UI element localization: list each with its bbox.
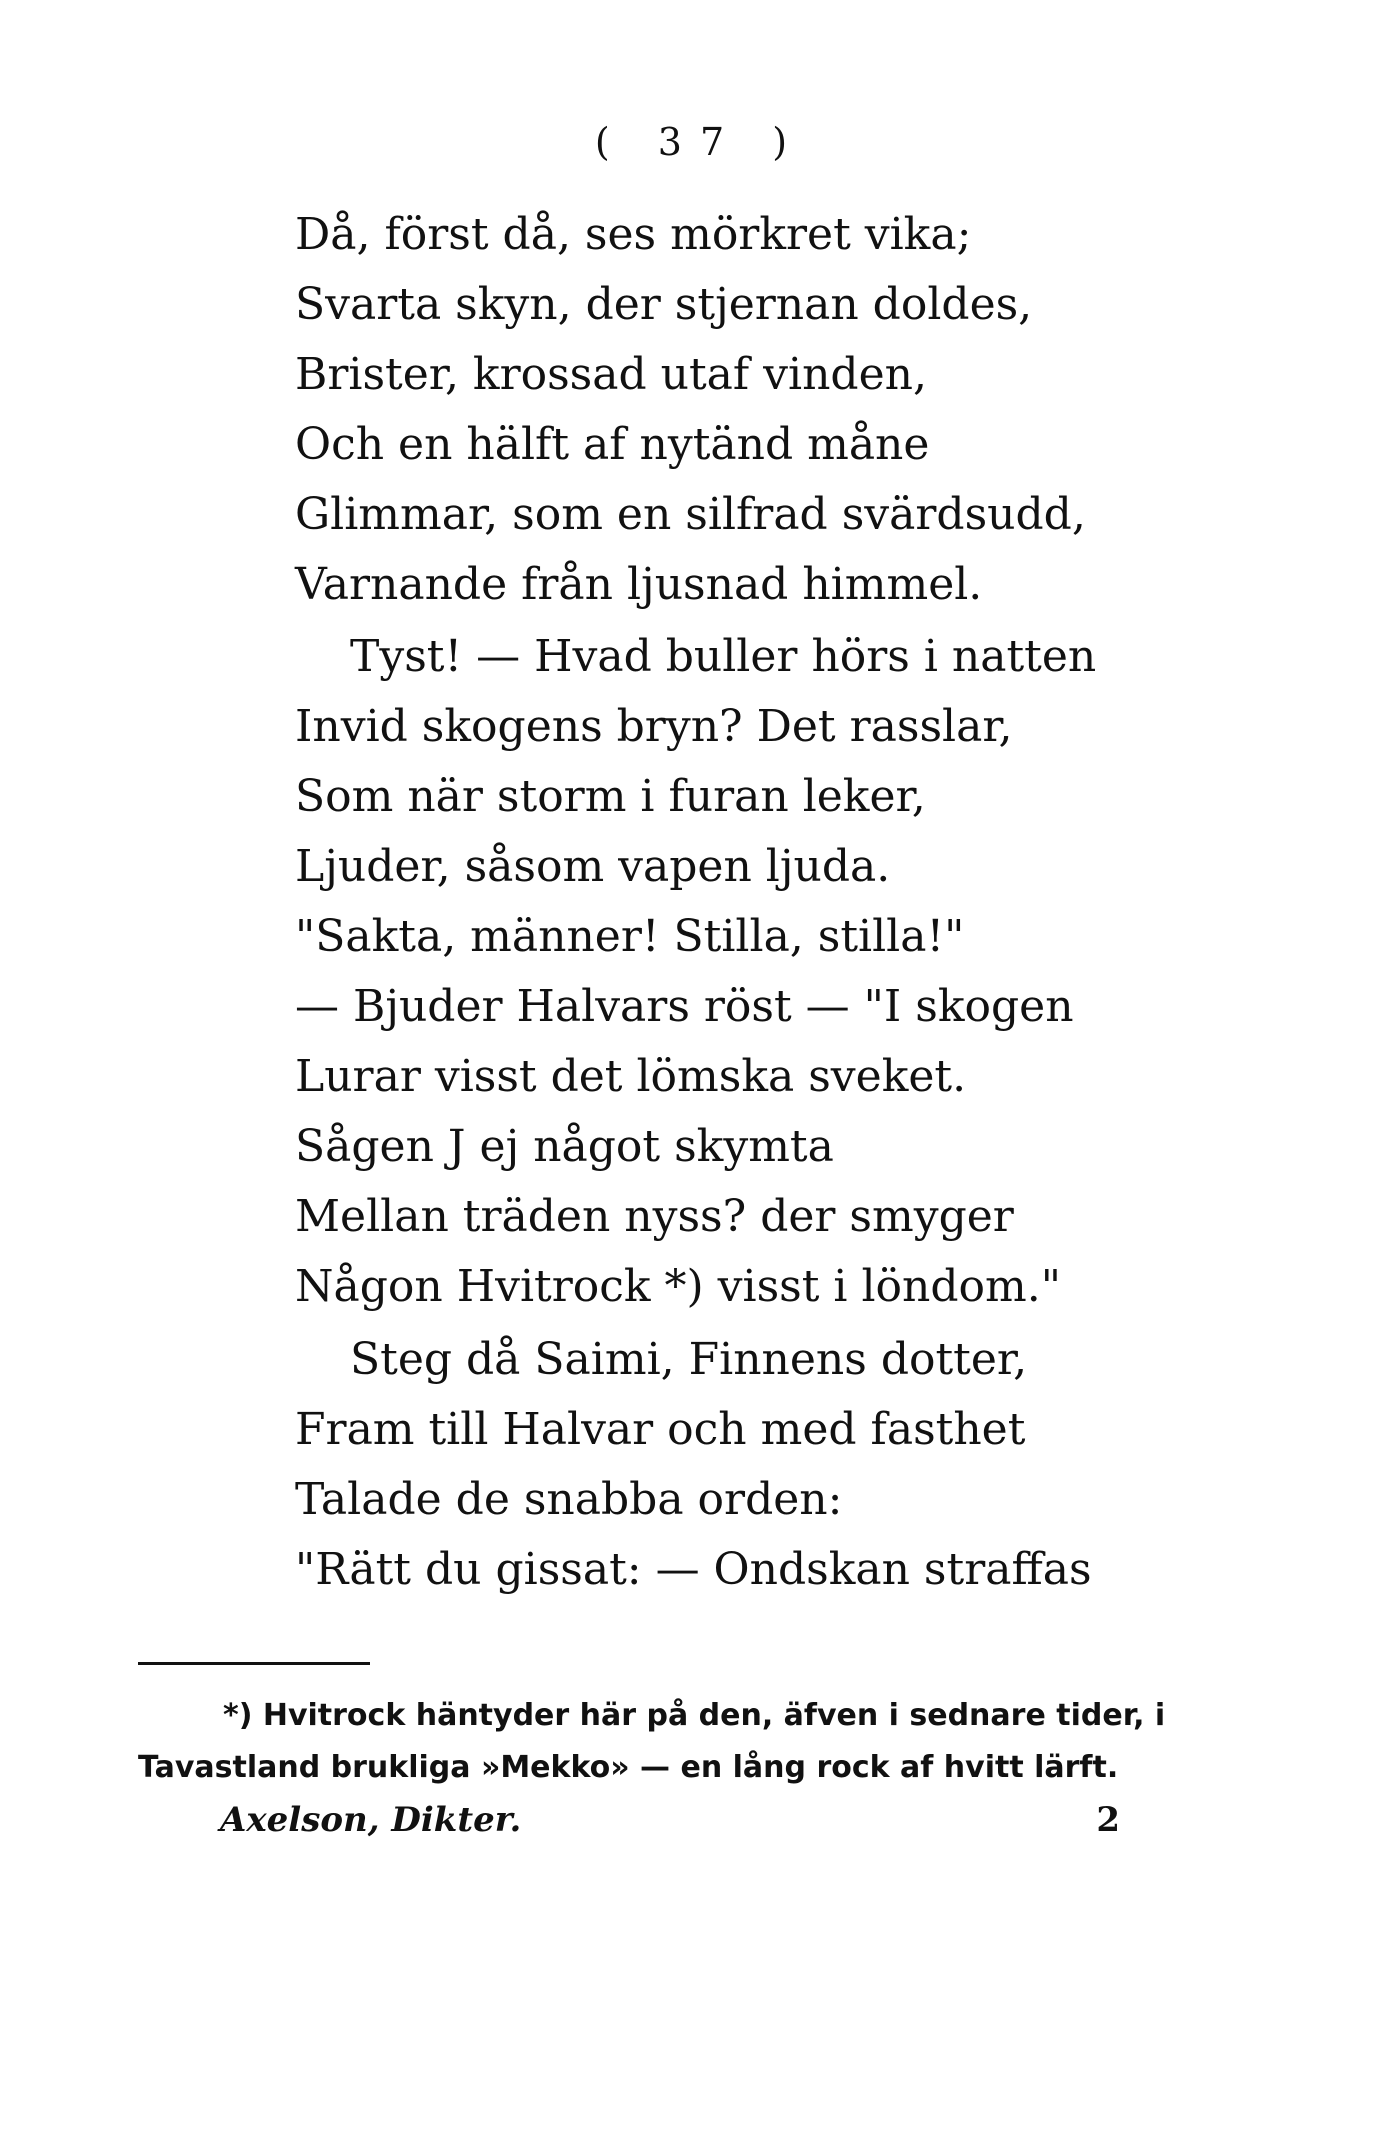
verse-line: "Sakta, männer! Stilla, stilla!" <box>295 911 965 962</box>
verse-line: Tyst! — Hvad buller hörs i natten <box>350 631 1097 682</box>
verse-line: "Rätt du gissat: — Ondskan straffas <box>295 1544 1092 1595</box>
signature-mark <box>220 1800 1120 1840</box>
verse-line: Steg då Saimi, Finnens dotter, <box>350 1334 1028 1385</box>
verse-line: Mellan träden nyss? der smyger <box>295 1191 1014 1242</box>
verse-line: Då, först då, ses mörkret vika; <box>295 209 972 260</box>
footnote-line: *) Hvitrock häntyder här på den, äfven i sednare tider, i <box>223 1698 1166 1733</box>
verse-line: — Bjuder Halvars röst — "I skogen <box>295 981 1074 1032</box>
verse-line: Någon Hvitrock *) visst i löndom." <box>295 1261 1061 1312</box>
stanza-1 <box>295 200 1295 620</box>
verse-line: Lurar visst det lömska sveket. <box>295 1051 967 1102</box>
verse-line: Svarta skyn, der stjernan doldes, <box>295 279 1033 330</box>
verse-line: Och en hälft af nytänd måne <box>295 419 930 470</box>
page-number-header: ( 37 ) <box>594 120 806 164</box>
verse-line: Invid skogens bryn? Det rasslar, <box>295 701 1013 752</box>
stanza-2 <box>295 622 1295 1322</box>
verse-line: Glimmar, som en silfrad svärdsudd, <box>295 489 1086 540</box>
footnote-line: Tavastland brukliga »Mekko» — en lång rock af hvitt lärft. <box>138 1750 1119 1785</box>
verse-line: Sågen J ej något skymta <box>295 1121 834 1172</box>
footnote-divider <box>138 1662 370 1665</box>
verse-line: Brister, krossad utaf vinden, <box>295 349 927 400</box>
footnote <box>138 1690 1198 1794</box>
verse-line: Varnande från ljusnad himmel. <box>295 559 983 610</box>
verse-line: Ljuder, såsom vapen ljuda. <box>295 841 891 892</box>
signature-text: Axelson, Dikter. <box>220 1800 522 1840</box>
stanza-3 <box>295 1325 1295 1605</box>
verse-line: Som när storm i furan leker, <box>295 771 926 822</box>
verse-line: Fram till Halvar och med fasthet <box>295 1404 1026 1455</box>
verse-line: Talade de snabba orden: <box>295 1474 843 1525</box>
sheet-number: 2 <box>1096 1800 1120 1840</box>
